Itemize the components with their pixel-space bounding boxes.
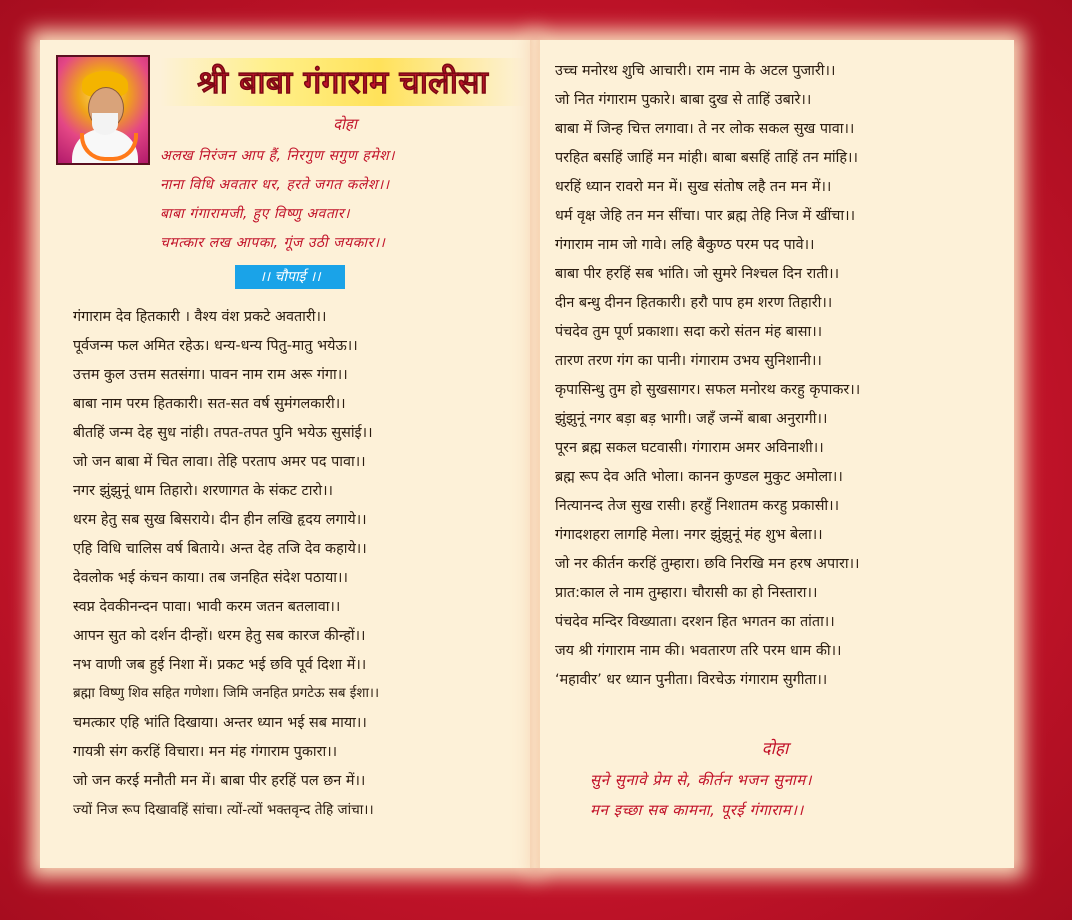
verse-line: देवलोक भई कंचन काया। तब जनहित संदेश पठाया।। (73, 570, 348, 586)
verse-line: पंचदेव तुम पूर्ण प्रकाशा। सदा करो संतन मंह बासा।। (555, 324, 823, 340)
page-title: श्री बाबा गंगाराम चालीसा (160, 58, 525, 106)
verse-line: बीतहिं जन्म देह सुध नांही। तपत-तपत पुनि भयेऊ सुसांई।। (73, 425, 373, 441)
verse-line: नगर झुंझुनूं धाम तिहारो। शरणागत के संकट टारो।। (73, 483, 333, 499)
verse-line: एहि विधि चालिस वर्ष बिताये। अन्त देह तजि देव कहाये।। (73, 541, 367, 557)
verse-line: धर्म वृक्ष जेहि तन मन सींचा। पार ब्रह्म तेहि निज में खींचा।। (555, 208, 856, 224)
verse-line: पंचदेव मन्दिर विख्याता। दरशन हित भगतन का तांता।। (555, 614, 835, 630)
closing-doha-line: सुने सुनावे प्रेम से, कीर्तन भजन सुनाम। (590, 771, 812, 789)
verse-line: पूरन ब्रह्म सकल घटवासी। गंगाराम अमर अविनाशी।। (555, 440, 824, 456)
verse-line: गंगाराम नाम जो गावे। लहि बैकुण्ठ परम पद पावे।। (555, 237, 815, 253)
verse-line: उच्च मनोरथ शुचि आचारी। राम नाम के अटल पुजारी।। (555, 63, 836, 79)
verse-line: उत्तम कुल उत्तम सतसंगा। पावन नाम राम अरू गंगा।। (73, 367, 348, 383)
verse-line: ज्यों निज रूप दिखावहिं सांचा। त्यों-त्यों भक्तवृन्द तेहि जांचा।। (73, 802, 374, 818)
closing-doha-label: दोहा (761, 739, 789, 759)
baba-gangaram-portrait (56, 55, 150, 165)
opening-doha-line: नाना विधि अवतार धर, हरते जगत कलेश।। (160, 177, 390, 193)
opening-doha-label: दोहा (333, 115, 357, 133)
verse-line: गायत्री संग करहिं विचारा। मन मंह गंगाराम पुकारा।। (73, 744, 338, 760)
verse-line: जो नित गंगाराम पुकारे। बाबा दुख से ताहिं उबारे।। (555, 92, 812, 108)
verse-line: बाबा में जिन्ह चित्त लगावा। ते नर लोक सकल सुख पावा।। (555, 121, 855, 137)
verse-line: जो नर कीर्तन करहिं तुम्हारा। छवि निरखि मन हरष अपारा।। (555, 556, 860, 572)
verse-line: गंगाराम देव हितकारी । वैश्य वंश प्रकटे अवतारी।। (73, 309, 327, 325)
verse-line: झुंझुनूं नगर बड़ा बड़ भागी। जहँ जन्में बाबा अनुरागी।। (555, 411, 828, 427)
verse-line: बाबा पीर हरहिं सब भांति। जो सुमरे निश्चल दिन राती।। (555, 266, 840, 282)
verse-line: चमत्कार एहि भांति दिखाया। अन्तर ध्यान भई सब माया।। (73, 715, 367, 731)
verse-line: प्रात:काल ले नाम तुम्हारा। चौरासी का हो निस्तारा।। (555, 585, 818, 601)
verse-line: ब्रह्म रूप देव अति भोला। कानन कुण्डल मुकुट अमोला।। (555, 469, 843, 485)
verse-line: नभ वाणी जब हुई निशा में। प्रकट भई छवि पूर्व दिशा में।। (73, 657, 367, 673)
opening-doha-line: बाबा गंगारामजी, हुए विष्णु अवतार। (160, 206, 350, 222)
verse-line: पूर्वजन्म फल अमित रहेऊ। धन्य-धन्य पितु-मातु भयेऊ।। (73, 338, 358, 354)
verse-line: जय श्री गंगाराम नाम की। भवतारण तरि परम धाम की।। (555, 643, 842, 659)
verse-line: तारण तरण गंग का पानी। गंगाराम उभय सुनिशानी।। (555, 353, 822, 369)
opening-doha-line: अलख निरंजन आप हैं, निरगुण सगुण हमेश। (160, 148, 395, 164)
verse-line: जो जन बाबा में चित लावा। तेहि परताप अमर पद पावा।। (73, 454, 366, 470)
verse-line: ‘महावीर’ धर ध्यान पुनीता। विरचेऊ गंगाराम सुगीता।। (555, 672, 828, 688)
verse-line: नित्यानन्द तेज सुख रासी। हरहुँ निशातम करहु प्रकासी।। (555, 498, 840, 514)
verse-line: कृपासिन्धु तुम हो सुखसागर। सफल मनोरथ करहु कृपाकर।। (555, 382, 861, 398)
verse-line: आपन सुत को दर्शन दीन्हों। धरम हेतु सब कारज कीन्हों।। (73, 628, 366, 644)
verse-line: धरम हेतु सब सुख बिसराये। दीन हीन लखि हृदय लगाये।। (73, 512, 367, 528)
verse-line: गंगादशहरा लागहि मेला। नगर झुंझुनूं मंह शुभ बेला।। (555, 527, 823, 543)
verse-line: दीन बन्धु दीनन हितकारी। हरौ पाप हम शरण तिहारी।। (555, 295, 833, 311)
closing-doha-line: मन इच्छा सब कामना, पूरई गंगाराम।। (590, 801, 804, 819)
verse-line: जो जन करई मनौती मन में। बाबा पीर हरहिं पल छन में।। (73, 773, 366, 789)
verse-line: परहित बसहिं जाहिं मन मांही। बाबा बसहिं ताहिं तन मांहि।। (555, 150, 858, 166)
verse-line: ब्रह्मा विष्णु शिव सहित गणेशा। जिमि जनहित प्रगटेऊ सब ईशा।। (73, 686, 380, 701)
verse-line: धरहिं ध्यान रावरो मन में। सुख संतोष लहै तन मन में।। (555, 179, 832, 195)
page-spine (530, 40, 540, 868)
verse-line: बाबा नाम परम हितकारी। सत-सत वर्ष सुमंगलकारी।। (73, 396, 346, 412)
opening-doha-line: चमत्कार लख आपका, गूंज उठी जयकार।। (160, 235, 386, 251)
verse-line: स्वप्न देवकीनन्दन पावा। भावी करम जतन बतलावा।। (73, 599, 341, 615)
chaupai-label: ।। चौपाई ।। (235, 265, 345, 289)
